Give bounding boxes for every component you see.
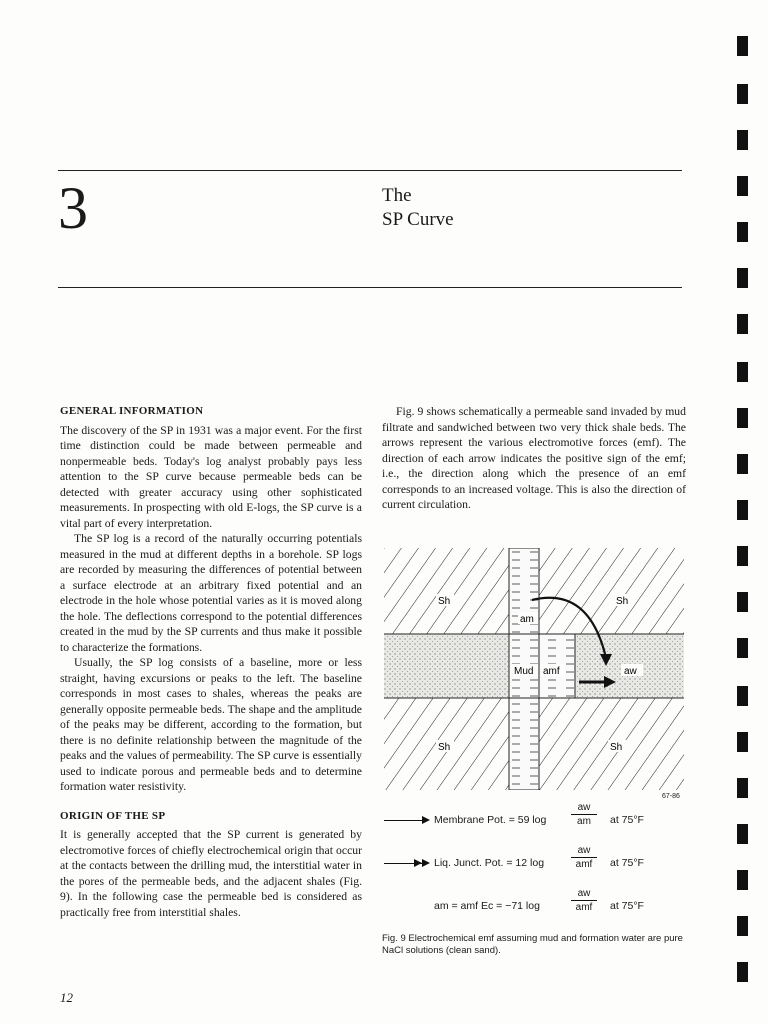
equation-label: Membrane Pot. = 59 log — [434, 814, 547, 826]
edge-index-mark — [737, 686, 748, 706]
equation-fraction — [571, 845, 597, 870]
edge-index-mark — [737, 268, 748, 288]
paragraph: Fig. 9 shows schematically a permeable sand invaded by mud filtrate and sandwiched between two very thick shale beds. The arrows represent the various electromotive forces (emf). The direction of each arrow indicates the positive sign of the emf; i.e., the direction along which the presence of an emf corresponds to an increased voltage. This is also the direction of current circulation. — [382, 405, 686, 511]
equation-liquid-junction — [384, 845, 684, 885]
chapter-title-line2: SP Curve — [382, 208, 454, 230]
edge-index-mark — [737, 592, 748, 612]
equation-fraction — [571, 888, 597, 913]
equation-temperature: at 75°F — [610, 857, 644, 869]
edge-index-mark — [737, 176, 748, 196]
edge-index-mark — [737, 130, 748, 150]
equation-fraction — [571, 802, 597, 827]
fraction-numerator: aw — [571, 888, 597, 901]
figure-9-diagram — [384, 548, 684, 790]
chapter-number: 3 — [58, 175, 88, 241]
fraction-denominator: am — [577, 816, 591, 827]
edge-index-mark — [737, 546, 748, 566]
left-column — [60, 404, 362, 920]
fraction-denominator: amf — [575, 859, 593, 870]
edge-index-mark — [737, 638, 748, 658]
edge-index-mark — [737, 778, 748, 798]
figure-caption: Fig. 9 Electrochemical emf assuming mud and formation water are pure NaCl solutions (clean sand). — [382, 933, 683, 956]
edge-index-mark — [737, 314, 748, 334]
edge-index-mark — [737, 362, 748, 382]
chapter-title-line1: The — [382, 185, 412, 206]
edge-index-mark — [737, 870, 748, 890]
label-sh-upper-left: Sh — [438, 596, 451, 607]
paragraph: The SP log is a record of the naturally occurring potentials measured in the mud at different depths in a borehole. SP logs are recorded by measuring the differences of potential between a surface electrode at an arbitrary fixed potential and an electrode in the hole whose potential varies as it is moved along the hole. The deflections correspond to the potential differences created in the mud by the SP currents and thus make it possible to characterize the formations. — [60, 532, 362, 654]
heading-origin-of-sp: ORIGIN OF THE SP — [60, 809, 166, 822]
equation-total-emf — [384, 888, 684, 928]
right-column — [382, 404, 686, 513]
edge-index-mark — [737, 500, 748, 520]
page-number: 12 — [60, 990, 73, 1005]
chapter-title — [382, 184, 454, 232]
label-sh-lower-left: Sh — [438, 742, 451, 753]
label-sh-upper-right: Sh — [616, 596, 629, 607]
edge-index-mark — [737, 36, 748, 56]
edge-index-mark — [737, 824, 748, 844]
equation-temperature: at 75°F — [610, 814, 644, 826]
edge-index-mark — [737, 408, 748, 428]
label-sh-lower-right: Sh — [610, 742, 623, 753]
edge-index-mark — [737, 84, 748, 104]
equation-membrane — [384, 802, 684, 842]
edge-index-mark — [737, 222, 748, 242]
header-top-rule — [58, 170, 682, 171]
equation-label: am = amf Ec = −71 log — [434, 900, 540, 912]
equation-label: Liq. Junct. Pot. = 12 log — [434, 857, 545, 869]
edge-index-mark — [737, 732, 748, 752]
arrow-line — [384, 820, 424, 821]
edge-index-mark — [737, 962, 748, 982]
arrow-head — [422, 859, 430, 867]
label-amf: amf — [543, 666, 560, 677]
label-am: am — [520, 614, 534, 625]
heading-general-information: GENERAL INFORMATION — [60, 405, 204, 417]
arrow-head — [414, 859, 422, 867]
arrow-head — [422, 816, 430, 824]
paragraph: It is generally accepted that the SP current is generated by electromotive forces of chiefly electrochemical origin that occur at the contacts between the drilling mud, the interstitial water in the pores of the permeable beds, and the adjacent shales (Fig. 9). In the following case the permeable bed is considered as practically free from interstitial shales. — [60, 828, 362, 919]
label-aw: aw — [624, 666, 637, 677]
edge-index-mark — [737, 454, 748, 474]
paragraph: The discovery of the SP in 1931 was a major event. For the first time distinction could be made between permeable and nonpermeable beds. Today's log analyst probably pays less attention to the SP curve because permeable beds can be detected with greater accuracy using other sophisticated measurements. In prospecting with old E-logs, the SP curve is a vital part of every interpretation. — [60, 423, 362, 530]
paragraph: Usually, the SP log consists of a baseline, more or less straight, having excursions or peaks to the left. The baseline corresponds in most cases to shales, whereas the peaks are generally opposite permeable beds. The shape and the amplitude of the peaks may be different, according to the formation, but there is no definite relationship between the magnitude of the peaks and the values of permeability. The SP curve is essentially used to indicate porous and permeable beds and to determine formation water resistivity. — [60, 656, 362, 793]
edge-index-mark — [737, 916, 748, 936]
fraction-numerator: aw — [571, 845, 597, 858]
label-mud: Mud — [514, 666, 534, 677]
header-bottom-rule — [58, 287, 682, 288]
fraction-numerator: aw — [571, 802, 597, 815]
fraction-denominator: amf — [575, 902, 593, 913]
figure-id: 67-86 — [662, 793, 680, 800]
equation-temperature: at 75°F — [610, 900, 644, 912]
